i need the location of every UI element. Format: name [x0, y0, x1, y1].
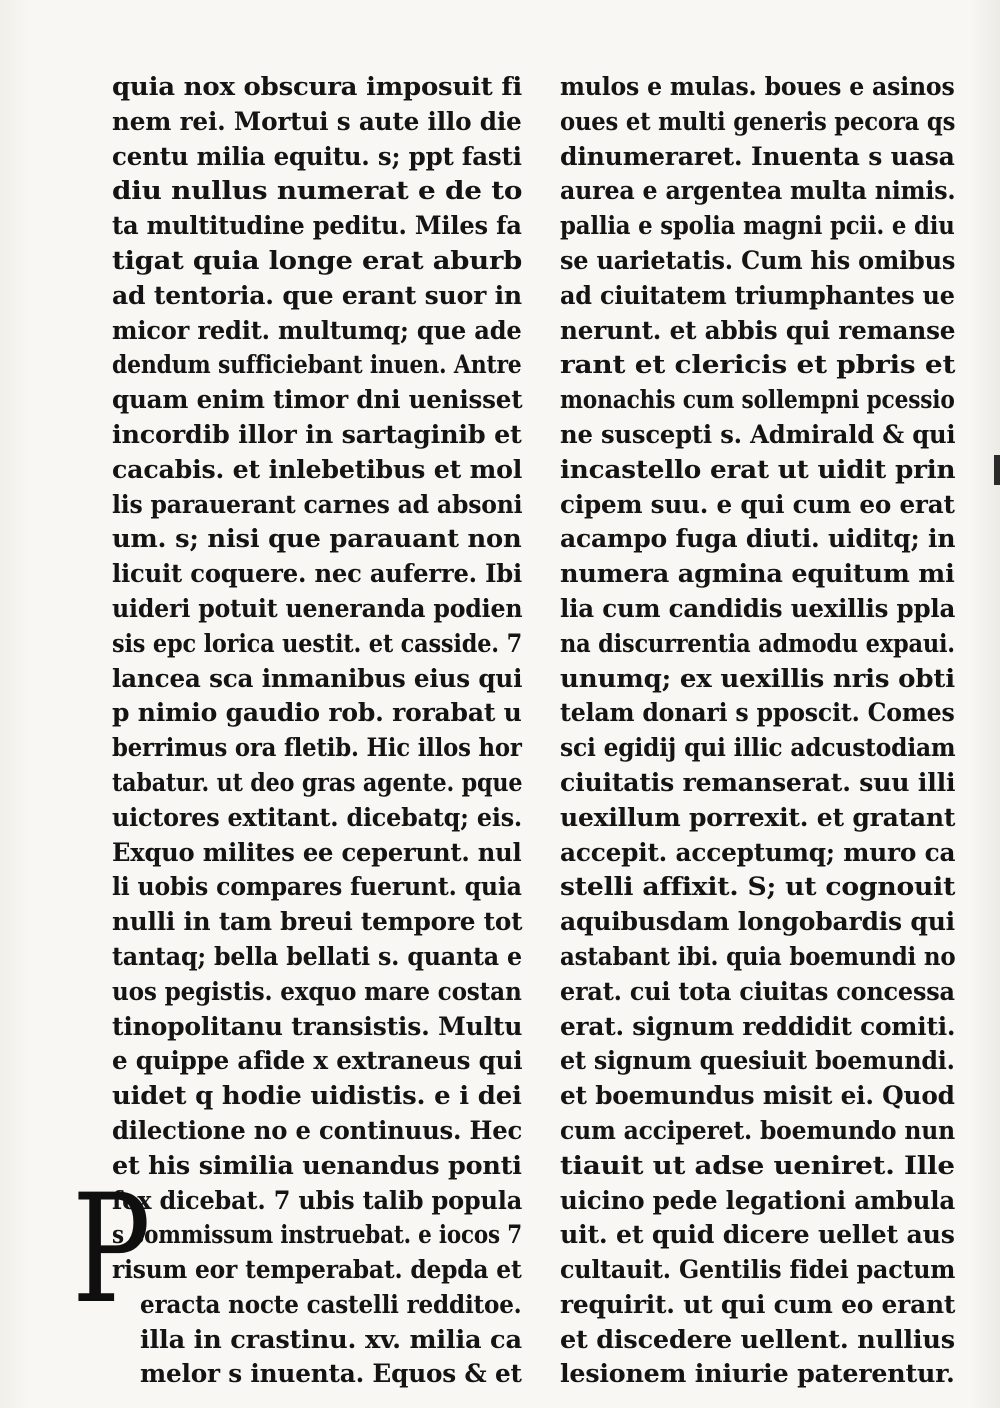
manuscript-line: monachis cum sollempni pcessio: [560, 385, 955, 415]
manuscript-line: cipem suu. e qui cum eo erat: [560, 489, 955, 519]
manuscript-line: et his similia uenandus ponti: [112, 1150, 522, 1180]
manuscript-line: Exquo milites ee ceperunt. nul: [112, 837, 522, 867]
manuscript-line: uos pegistis. exquo mare costan: [112, 976, 522, 1006]
manuscript-line: mulos e mulas. boues e asinos: [560, 72, 955, 101]
manuscript-line: erat. cui tota ciuitas concessa: [560, 976, 955, 1006]
left-text-column: [112, 70, 522, 1392]
manuscript-line: unumq; ex uexillis nris obti: [560, 663, 955, 693]
manuscript-line: diu nullus numerat e de to: [112, 176, 523, 206]
manuscript-line: acampo fuga diuti. uiditq; in: [560, 524, 956, 554]
manuscript-line: incordib illor in sartaginib et: [112, 419, 522, 449]
manuscript-line: nem rei. Mortui s aute illo die: [112, 106, 522, 136]
manuscript-line: fex dicebat. 7 ubis talib popula: [112, 1185, 523, 1215]
manuscript-line: lia cum candidis uexillis ppla: [560, 593, 956, 623]
right-text-column: [560, 70, 955, 1392]
manuscript-line: nulli in tam breui tempore tot: [112, 907, 523, 937]
manuscript-line: rant et clericis et pbris et: [560, 350, 956, 380]
manuscript-line: uidet q hodie uidistis. e i dei: [112, 1081, 522, 1111]
decorated-initial-p: P: [72, 1163, 151, 1337]
manuscript-line: centu milia equitu. s; ppt fasti: [112, 141, 522, 171]
manuscript-line: aquibusdam longobardis qui: [560, 907, 955, 937]
manuscript-line: lesionem iniurie paterentur.: [560, 1359, 955, 1389]
page-edge-mark: [994, 455, 1000, 485]
manuscript-line: lancea sca inmanibus eius qui: [112, 663, 523, 693]
manuscript-line: dendum sufficiebant inuen. Antre: [112, 350, 522, 380]
manuscript-line: uictores extitant. dicebatq; eis.: [112, 802, 523, 832]
manuscript-line: accepit. acceptumq; muro ca: [560, 837, 956, 867]
manuscript-line: oues et multi generis pecora qs: [560, 106, 956, 136]
manuscript-line: cultauit. Gentilis fidei pactum: [560, 1255, 956, 1285]
manuscript-line: uexillum porrexit. et gratant: [560, 802, 956, 832]
manuscript-line: sci egidij qui illic adcustodiam: [560, 733, 956, 763]
manuscript-line: et boemundus misit ei. Quod: [560, 1081, 955, 1111]
manuscript-line: uideri potuit ueneranda podien: [112, 593, 523, 623]
manuscript-line: requirit. ut qui cum eo erant: [560, 1289, 956, 1319]
manuscript-line: quam enim timor dni uenisset: [112, 385, 523, 415]
manuscript-line: berrimus ora fletib. Hic illos hor: [112, 733, 522, 763]
manuscript-line: quia nox obscura imposuit fi: [112, 72, 522, 101]
manuscript-line: licuit coquere. nec auferre. Ibi: [112, 559, 523, 589]
manuscript-line: aurea e argentea multa nimis.: [560, 176, 956, 206]
manuscript-line: tiauit ut adse ueniret. Ille: [560, 1150, 955, 1180]
manuscript-line: s commissum instruebat. e iocos 7: [112, 1220, 522, 1250]
manuscript-line: um. s; nisi que parauant non: [112, 524, 522, 554]
manuscript-line: ciuitatis remanserat. suu illi: [560, 767, 956, 797]
manuscript-line: stelli affixit. S; ut cognouit: [560, 872, 956, 902]
manuscript-line: numera agmina equitum mi: [560, 559, 955, 589]
manuscript-line: telam donari s pposcit. Comes: [560, 698, 955, 728]
manuscript-line: ad ciuitatem triumphantes ue: [560, 280, 955, 310]
manuscript-line: melor s inuenta. Equos & et: [140, 1359, 522, 1389]
manuscript-line: dinumeraret. Inuenta s uasa: [560, 141, 955, 171]
manuscript-line: micor redit. multumq; que ade: [112, 315, 522, 345]
manuscript-line: et discedere uellent. nullius: [560, 1324, 955, 1354]
manuscript-line: p nimio gaudio rob. rorabat u: [112, 698, 522, 728]
manuscript-line: ad tentoria. que erant suor in: [112, 280, 522, 310]
manuscript-line: uicino pede legationi ambula: [560, 1185, 956, 1215]
manuscript-line: sis epc lorica uestit. et casside. 7: [112, 628, 522, 658]
manuscript-line: ta multitudine peditu. Miles fa: [112, 211, 522, 241]
manuscript-line: na discurrentia admodu expaui.: [560, 628, 955, 658]
manuscript-line: illa in crastinu. xv. milia ca: [140, 1324, 522, 1354]
manuscript-line: se uarietatis. Cum his omibus: [560, 245, 956, 275]
manuscript-line: astabant ibi. quia boemundi no: [560, 941, 956, 971]
manuscript-line: ne suscepti s. Admirald & qui: [560, 419, 956, 449]
manuscript-line: tantaq; bella bellati s. quanta e: [112, 941, 522, 971]
manuscript-line: erat. signum reddidit comiti.: [560, 1011, 956, 1041]
manuscript-line: incastello erat ut uidit prin: [560, 454, 956, 484]
manuscript-line: tigat quia longe erat aburb: [112, 245, 523, 275]
manuscript-line: eracta nocte castelli redditoe.: [140, 1289, 522, 1319]
manuscript-line: tabatur. ut deo gras agente. pque: [112, 767, 523, 797]
manuscript-line: li uobis compares fuerunt. quia: [112, 872, 522, 902]
manuscript-line: cacabis. et inlebetibus et mol: [112, 454, 523, 484]
manuscript-line: pallia e spolia magni pcii. e diu: [560, 211, 955, 241]
manuscript-line: risum eor temperabat. depda et: [112, 1255, 522, 1285]
manuscript-line: nerunt. et abbis qui remanse: [560, 315, 956, 345]
manuscript-line: dilectione no e continuus. Hec: [112, 1115, 523, 1145]
manuscript-line: tinopolitanu transistis. Multu: [112, 1011, 523, 1041]
manuscript-line: cum acciperet. boemundo nun: [560, 1115, 955, 1145]
manuscript-line: e quippe afide x extraneus qui: [112, 1046, 523, 1076]
manuscript-line: uit. et quid dicere uellet aus: [560, 1220, 955, 1250]
manuscript-line: lis parauerant carnes ad absoni: [112, 489, 523, 519]
manuscript-line: et signum quesiuit boemundi.: [560, 1046, 955, 1076]
